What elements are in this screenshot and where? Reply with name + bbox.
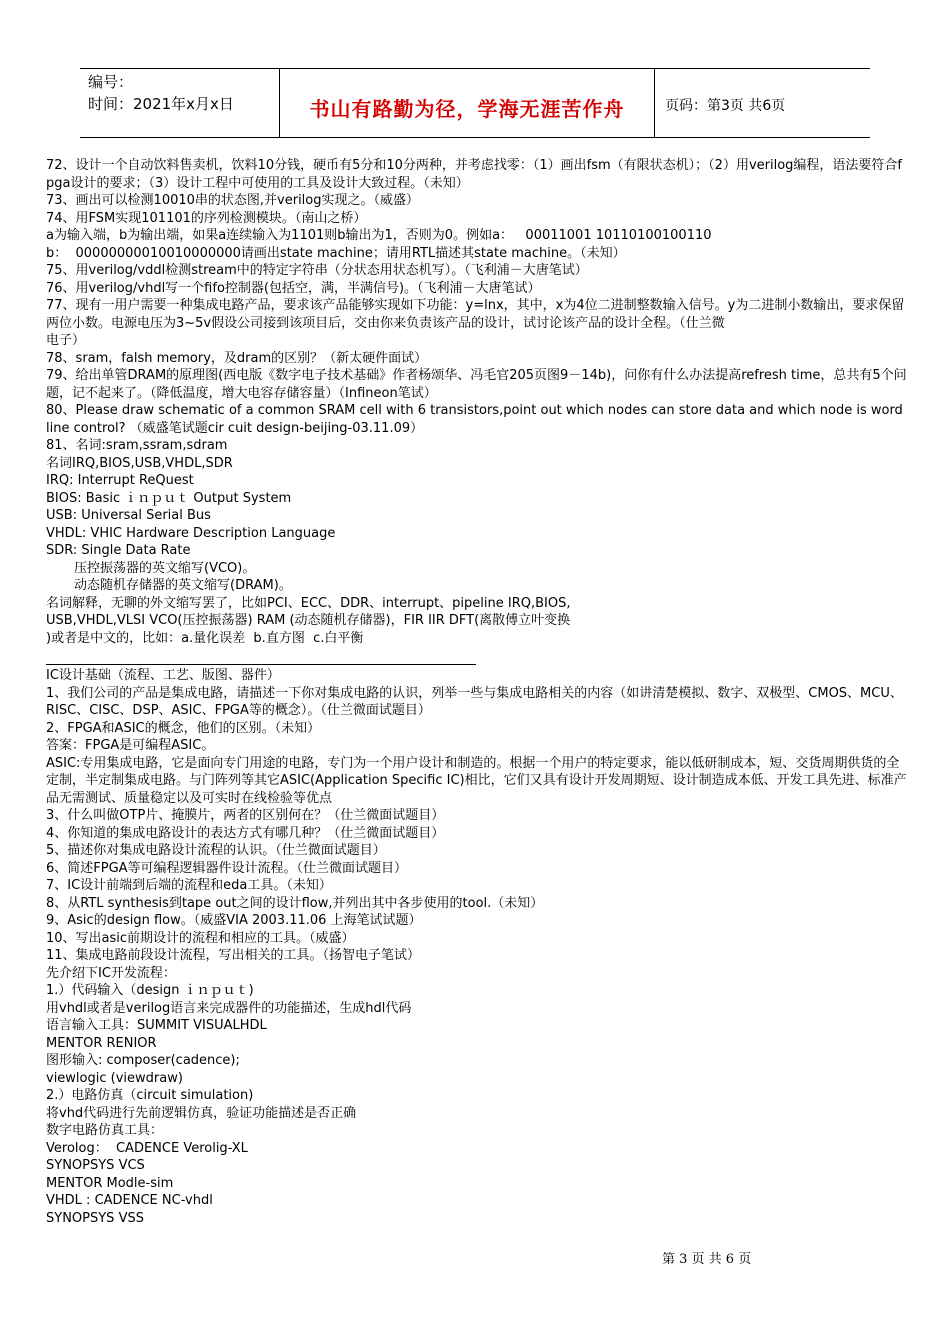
terms-block [46, 595, 908, 648]
text-line: 6、简述FPGA等可编程逻辑器件设计流程。（仕兰微面试题目） [46, 860, 408, 876]
section-divider [46, 664, 476, 665]
spacer [46, 647, 908, 658]
text-line: 11、集成电路前段设计流程，写出相关的工具。（扬智电子笔试） [46, 948, 421, 963]
text-line: 1.）代码输入（design ｉｎｐｕｔ) [46, 983, 254, 998]
text-line: a为输入端，b为输出端，如果a连续输入为1101则b输出为1，否则为0。例如a： 00011001 10110100100110 [46, 228, 712, 243]
text-line: 78、sram，falsh memory，及dram的区别？（新太硬件面试） [46, 350, 428, 366]
text-line: 名词解释，无聊的外文缩写罢了，比如PCI、ECC、DDR、interrupt、pipeline IRQ,BIOS, [46, 595, 571, 611]
text-line: SYNOPSYS VCS [46, 1158, 145, 1173]
text-line: 73、画出可以检测10010串的状态图,并verilog实现之。（威盛） [46, 193, 419, 208]
text-line: 10、写出asic前期设计的流程和相应的工具。（威盛） [46, 930, 355, 946]
text-line: 3、什么叫做OTP片、掩膜片，两者的区别何在？（仕兰微面试题目） [46, 808, 445, 823]
text-line: BIOS: Basic ｉｎｐｕｔ Output System [46, 490, 292, 506]
text-line: 7、IC设计前端到后端的流程和eda工具。（未知） [46, 878, 332, 893]
text-line: USB: Universal Serial Bus [46, 508, 211, 523]
serial-label: 编号： [88, 73, 134, 91]
text-line: 答案：FPGA是可编程ASIC。 [46, 738, 215, 753]
text-line: 75、用verilog/vddl检测stream中的特定字符串（分状态用状态机写）。（飞利浦－大唐笔试） [46, 263, 588, 278]
ic-design-section [46, 667, 908, 1227]
text-line: MENTOR RENIOR [46, 1035, 157, 1051]
text-line: SYNOPSYS VSS [46, 1210, 144, 1226]
text-line: 语言输入工具：SUMMIT VISUALHDL [46, 1018, 267, 1033]
text-line: IC设计基础（流程、工艺、版图、器件） [46, 668, 280, 683]
text-line: 8、从RTL synthesis到tape out之间的设计flow,并列出其中各步使用的tool.（未知） [46, 895, 544, 911]
document-body [46, 157, 908, 1227]
text-line: b： 00000000010010000000请画出state machine；请用RTL描述其state machine。（未知） [46, 245, 626, 261]
text-line: 80、Please draw schematic of a common SRAM cell with 6 transistors,point out which nodes can store data and which node is word line control? （威盛笔试题cir cuit design-beijing-03.11.09） [46, 403, 907, 436]
text-line: 72、设计一个自动饮料售卖机，饮料10分钱，硬币有5分和10分两种，并考虑找零：（1）画出fsm（有限状态机）；（2）用verilog编程，语法要符合fpga设计的要求；（3）设计工程中可使用的工具及设计大致过程。（未知） [46, 158, 902, 191]
header-page-info: 页码：第3页 共6页 [665, 98, 786, 114]
text-line: 2、FPGA和ASIC的概念，他们的区别。（未知） [46, 720, 321, 736]
questions-block-1 [46, 157, 908, 560]
text-line: VHDL: VHIC Hardware Description Language [46, 525, 336, 541]
header-motto: 书山有路勤为径，学海无涯苦作舟 [309, 96, 625, 121]
text-line: 电子） [46, 333, 86, 348]
page-footer: 第 3 页 共 6 页 [662, 1252, 752, 1267]
page-header [80, 68, 870, 138]
text-line: )或者是中文的，比如：a.量化误差 b.直方图 c.白平衡 [46, 630, 364, 646]
text-line: VHDL : CADENCE NC-vhdl [46, 1193, 213, 1208]
text-line: 动态随机存储器的英文缩写(DRAM)。 [74, 578, 292, 593]
text-line: 2.）电路仿真（circuit simulation) [46, 1088, 254, 1103]
text-line: 81、名词:sram,ssram,sdram [46, 438, 228, 453]
text-line: IRQ: Interrupt ReQuest [46, 473, 194, 488]
text-line: ASIC:专用集成电路，它是面向专门用途的电路，专门为一个用户设计和制造的。根据一个用户的特定要求，能以低研制成本，短、交货周期供货的全定制，半定制集成电路。与门阵列等其它ASIC(Application Specific IC)相比，它们又具有设计开发周期短、设计制造成本低、开发工具先进、标准产品无需测试、质量稳定以及可实时在线检验等优点 [46, 755, 907, 806]
text-line: 4、你知道的集成电路设计的表达方式有哪几种？（仕兰微面试题目） [46, 825, 445, 841]
time-label: 时间：2021年x月x日 [88, 95, 234, 113]
text-line: 76、用verilog/vhdl写一个fifo控制器(包括空，满，半满信号)。（飞利浦－大唐笔试） [46, 280, 541, 296]
text-line: 将vhd代码进行先前逻辑仿真，验证功能描述是否正确 [46, 1105, 357, 1121]
text-line: 74、用FSM实现101101的序列检测模块。（南山之桥） [46, 210, 367, 226]
text-line: 图形输入: composer(cadence); [46, 1053, 240, 1068]
text-line: 先介绍下IC开发流程： [46, 965, 176, 981]
text-line: 用vhdl或者是verilog语言来完成器件的功能描述，生成hdl代码 [46, 1000, 412, 1016]
text-line: 1、我们公司的产品是集成电路，请描述一下你对集成电路的认识，列举一些与集成电路相关的内容（如讲清楚模拟、数字、双极型、CMOS、MCU、RISC、CISC、DSP、ASIC、FPGA等的概念）。（仕兰微面试题目） [46, 685, 903, 718]
abbrev-block [46, 560, 908, 595]
text-line: USB,VHDL,VLSI VCO(压控振荡器) RAM (动态随机存储器)，FIR IIR DFT(离散傅立叶变换 [46, 613, 571, 628]
text-line: 数字电路仿真工具： [46, 1123, 164, 1138]
header-motto-cell [280, 69, 655, 137]
text-line: 79、给出单管DRAM的原理图(西电版《数字电子技术基础》作者杨颂华、冯毛官205页图9－14b)，问你有什么办法提高refresh time，总共有5个问题，记不起来了。（降低温度，增大电容存储容量）（Infineon笔试） [46, 368, 907, 401]
text-line: 名词IRQ,BIOS,USB,VHDL,SDR [46, 455, 233, 471]
text-line: 压控振荡器的英文缩写(VCO)。 [74, 560, 256, 576]
text-line: 9、Asic的design flow。（威盛VIA 2003.11.06 上海笔试试题） [46, 913, 422, 928]
text-line: 77、现有一用户需要一种集成电路产品，要求该产品能够实现如下功能：y=lnx，其中，x为4位二进制整数输入信号。y为二进制小数输出，要求保留两位小数。电源电压为3~5v假设公司接到该项目后，交由你来负责该产品的设计，试讨论该产品的设计全程。（仕兰微 [46, 298, 905, 331]
header-meta [80, 69, 280, 137]
text-line: Verolog： CADENCE Verolig-XL [46, 1140, 248, 1156]
text-line: 5、描述你对集成电路设计流程的认识。（仕兰微面试题目） [46, 843, 386, 858]
text-line: viewlogic (viewdraw) [46, 1070, 183, 1086]
text-line: SDR: Single Data Rate [46, 543, 191, 558]
text-line: MENTOR Modle-sim [46, 1175, 174, 1191]
